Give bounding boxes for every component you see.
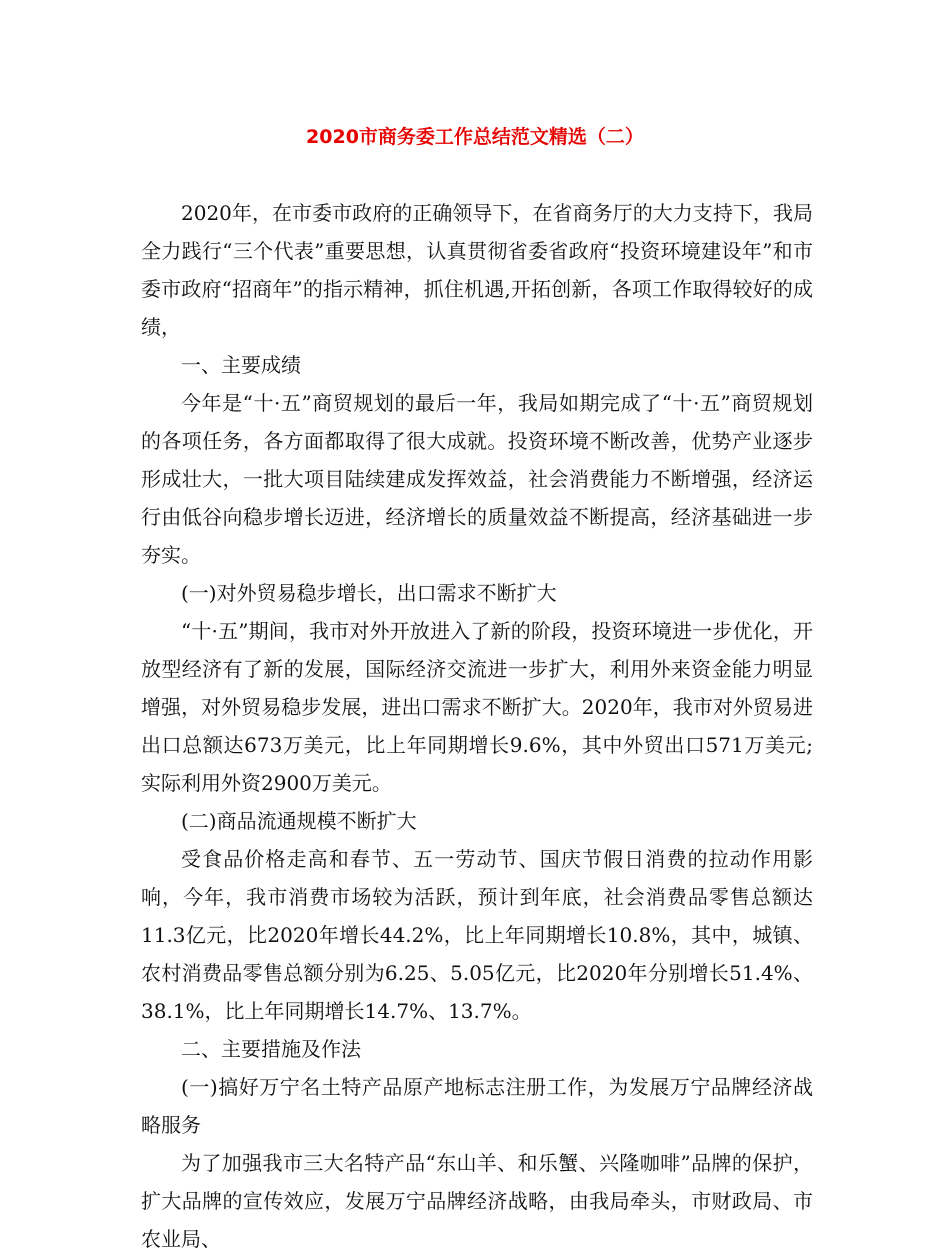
paragraph-intro: 2020年，在市委市政府的正确领导下，在省商务厅的大力支持下，我局全力践行“三个代表”重要思想，认真贯彻省委省政府“投资环境建设年”和市委市政府“招商年”的指示精神，抓住机遇,开拓创新，各项工作取得较好的成绩， xyxy=(141,201,813,339)
subheading-commodity-circulation: (二)商品流通规模不断扩大 xyxy=(181,809,417,833)
heading-main-achievements: 一、主要成绩 xyxy=(181,353,301,377)
document-title: 2020市商务委工作总结范文精选（二） xyxy=(306,126,644,148)
subheading-foreign-trade: (一)对外贸易稳步增长，出口需求不断扩大 xyxy=(181,581,557,605)
paragraph-foreign-trade: “十·五”期间，我市对外开放进入了新的阶段，投资环境进一步优化，开放型经济有了新的发展，国际经济交流进一步扩大，利用外来资金能力明显增强，对外贸易稳步发展，进出口需求不断扩大。2020年，我市对外贸易进出口总额达673万美元，比上年同期增长9.6%，其中外贸出口571万美元;实际利用外资2900万美元。 xyxy=(141,619,813,795)
paragraph-commodity-circulation: 受食品价格走高和春节、五一劳动节、国庆节假日消费的拉动作用影响，今年，我市消费市场较为活跃，预计到年底，社会消费品零售总额达11.3亿元，比2020年增长44.2%，比上年同期增长10.8%，其中，城镇、农村消费品零售总额分别为6.25、5.05亿元，比2020年分别增长51.4%、38.1%，比上年同期增长14.7%、13.7%。 xyxy=(141,847,813,1023)
heading-main-measures: 二、主要措施及作法 xyxy=(181,1037,361,1061)
document-body xyxy=(141,194,813,1258)
paragraph-achievements: 今年是“十·五”商贸规划的最后一年，我局如期完成了“十·五”商贸规划的各项任务，各方面都取得了很大成就。投资环境不断改善，优势产业逐步形成壮大，一批大项目陆续建成发挥效益，社会消费能力不断增强，经济运行由低谷向稳步增长迈进，经济增长的质量效益不断提高，经济基础进一步夯实。 xyxy=(141,391,813,567)
paragraph-origin-registration: 为了加强我市三大名特产品“东山羊、和乐蟹、兴隆咖啡”品牌的保护，扩大品牌的宣传效应，发展万宁品牌经济战略，由我局牵头，市财政局、市农业局、 xyxy=(141,1151,813,1251)
subheading-origin-registration: (一)搞好万宁名土特产品原产地标志注册工作，为发展万宁品牌经济战略服务 xyxy=(141,1075,813,1137)
